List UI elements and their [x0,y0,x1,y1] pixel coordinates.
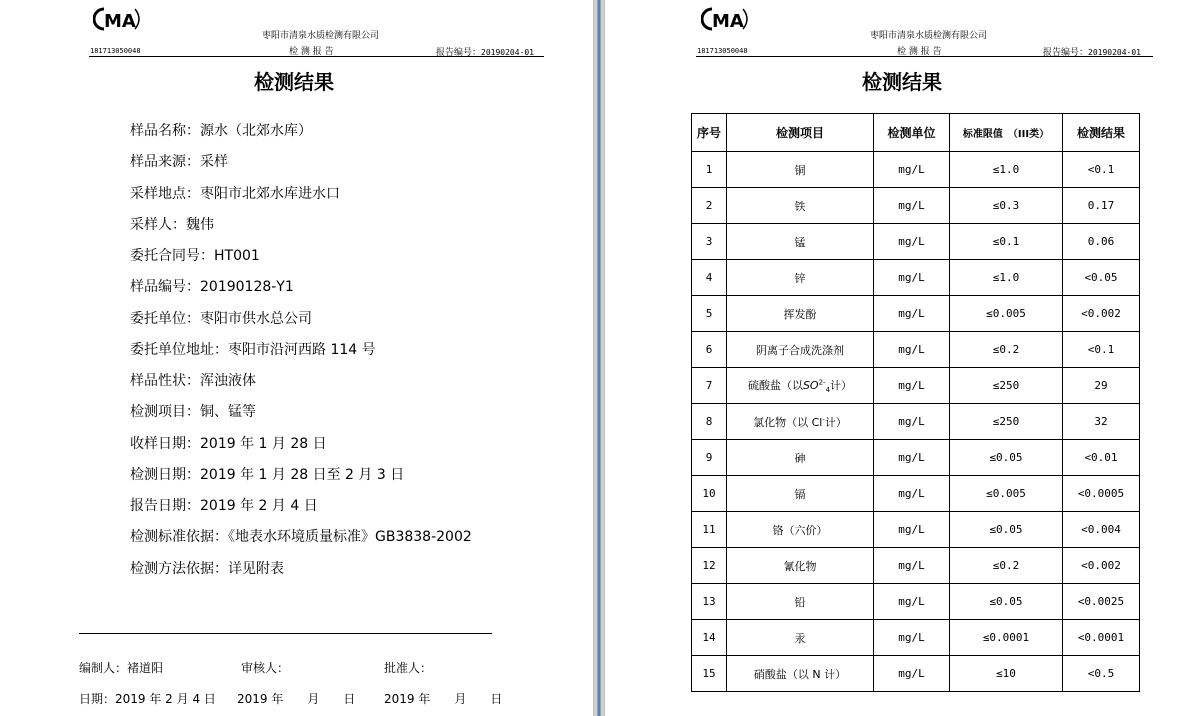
cell-item [727,440,874,476]
item-text: 砷 [794,451,806,465]
cell-item [727,188,874,224]
field-value: 魏伟 [186,216,214,233]
sample-field [130,401,256,421]
field-label: 采样人： [130,216,186,233]
table-row [692,656,1140,692]
cell-item [727,476,874,512]
table-header-row [692,114,1140,152]
serial-number: 181713050048 [90,47,141,55]
cell-item [727,152,874,188]
cell-item [727,224,874,260]
cell-unit: mg/L [874,656,950,692]
item-text: 氯化物（以 Cl [753,415,823,429]
cell-item [727,296,874,332]
field-label: 检测项目： [130,404,200,421]
cell-limit: ≤0.2 [950,332,1063,368]
header-rule [696,56,1153,57]
cell-result: <0.002 [1063,296,1140,332]
sample-field [130,464,404,484]
cell-result: <0.1 [1063,152,1140,188]
column-header: 标准限值 （III类） [950,114,1063,152]
cell-item [727,620,874,656]
table-row [692,296,1140,332]
sample-field [130,276,294,296]
cell-unit: mg/L [874,188,950,224]
field-label: 委托合同号： [130,248,214,264]
sample-field [130,526,472,546]
item-formula: SO [802,378,819,392]
field-label: 收样日期： [130,435,200,452]
table-row [692,188,1140,224]
sample-field [130,339,376,359]
approver-date: 2019 年 月 日 [384,692,503,706]
cell-unit: mg/L [874,368,950,404]
cell-unit: mg/L [874,296,950,332]
cell-result: 0.06 [1063,224,1140,260]
date-label: 日期： [79,692,116,706]
report-number-label: 报告编号： [436,48,482,58]
item-formula-sub: 4 [825,386,831,395]
item-text: 汞 [794,631,806,645]
cell-limit: ≤0.005 [950,296,1063,332]
field-label: 检测方法依据： [130,560,228,577]
approver-label: 批准人： [384,661,433,675]
cell-unit: mg/L [874,152,950,188]
cell-result: <0.004 [1063,512,1140,548]
item-text: 阴离子合成洗涤剂 [756,343,844,357]
cell-limit: ≤0.05 [950,584,1063,620]
item-text: 铁 [794,199,806,213]
cell-unit: mg/L [874,620,950,656]
cell-no: 3 [692,224,727,260]
cell-limit: ≤1.0 [950,152,1063,188]
doc-type: 检 测 报 告 [289,47,334,57]
cell-no: 4 [692,260,727,296]
cell-no: 13 [692,584,727,620]
editor-date-value: 2019 年 2 月 4 日 [115,692,216,706]
cell-result: 0.17 [1063,188,1140,224]
cell-limit: ≤0.3 [950,188,1063,224]
cell-unit: mg/L [874,404,950,440]
cell-limit: ≤250 [950,404,1063,440]
cell-no: 6 [692,332,727,368]
field-value: 采样 [200,154,228,171]
cell-item [727,260,874,296]
page-title: 检测结果 [254,70,334,94]
field-label: 委托单位地址： [130,341,228,358]
report-number-value: 20190204-01 [481,48,534,57]
cell-unit: mg/L [874,224,950,260]
table-row [692,332,1140,368]
item-text: 铬（六价） [772,523,828,537]
cell-unit: mg/L [874,260,950,296]
page-divider [593,0,605,716]
cell-unit: mg/L [874,584,950,620]
cell-limit: ≤250 [950,368,1063,404]
report-page-right [605,0,1202,716]
cell-item [727,404,874,440]
sample-field [130,308,312,328]
field-value: 《地表水环境质量标准》GB3838-2002 [228,529,472,546]
cell-no: 15 [692,656,727,692]
column-header: 检测结果 [1063,114,1140,152]
lab-name: 枣阳市清泉水质检测有限公司 [262,31,380,41]
cma-logo-icon [93,4,149,34]
cell-unit: mg/L [874,548,950,584]
cell-unit: mg/L [874,476,950,512]
field-label: 样品性状： [130,373,200,389]
field-label: 样品编号： [130,279,200,296]
table-row [692,620,1140,656]
cell-item [727,584,874,620]
results-table [691,113,1140,692]
cell-result: <0.01 [1063,440,1140,476]
cell-limit: ≤0.2 [950,548,1063,584]
field-label: 样品名称： [130,123,200,139]
cell-limit: ≤0.1 [950,224,1063,260]
sample-field [130,495,318,515]
sample-field [130,214,214,234]
editor [79,659,163,676]
cell-limit: ≤0.05 [950,440,1063,476]
sample-field [130,120,312,140]
cell-result: 29 [1063,368,1140,404]
item-text: 硝酸盐（以 N 计） [753,667,847,681]
table-title: 检测结果 [862,70,942,94]
item-text: 硫酸盐（以 [747,378,803,392]
cell-no: 10 [692,476,727,512]
table-row [692,368,1140,404]
column-header: 序号 [692,114,727,152]
cell-result: <0.5 [1063,656,1140,692]
item-formula-sup: 2- [818,378,826,387]
field-value: 枣阳市供水总公司 [200,310,312,327]
svg-text:MA: MA [104,11,136,32]
cell-item [727,548,874,584]
table-row [692,404,1140,440]
cell-no: 2 [692,188,727,224]
editor-name: 褚道阳 [127,661,164,675]
field-value: 2019 年 2 月 4 日 [200,498,318,514]
item-text: 锰 [794,235,806,249]
doc-type: 检 测 报 告 [897,47,942,57]
cma-logo-icon [701,4,757,34]
header-rule [89,56,544,57]
cell-no: 7 [692,368,727,404]
field-value: 详见附表 [228,560,284,577]
lab-name: 枣阳市清泉水质检测有限公司 [870,31,988,41]
sample-field [130,151,228,171]
cell-item [727,332,874,368]
field-value: 源水（北郊水库） [200,123,312,139]
cell-result: 32 [1063,404,1140,440]
cell-limit: ≤0.05 [950,512,1063,548]
svg-text:MA: MA [712,11,744,32]
field-value: 铜、锰等 [200,404,256,421]
field-label: 委托单位： [130,310,200,327]
reviewer-label: 审核人： [241,661,290,675]
field-value: 浑浊液体 [200,373,256,389]
cell-no: 9 [692,440,727,476]
table-row [692,476,1140,512]
editor-date [79,690,216,707]
cell-item [727,368,874,404]
field-label: 报告日期： [130,498,200,514]
cell-limit: ≤0.005 [950,476,1063,512]
cell-unit: mg/L [874,440,950,476]
item-text: 氰化物 [783,559,817,573]
column-header: 检测项目 [727,114,874,152]
sample-field [130,558,284,578]
item-text: 铜 [794,163,806,177]
field-label: 采样地点： [130,185,200,202]
cell-limit: ≤1.0 [950,260,1063,296]
cell-result: <0.05 [1063,260,1140,296]
table-row [692,224,1140,260]
table-row [692,260,1140,296]
cell-result: <0.0025 [1063,584,1140,620]
field-value: 枣阳市北郊水库进水口 [200,185,340,202]
cell-no: 14 [692,620,727,656]
cell-result: <0.0001 [1063,620,1140,656]
sample-field [130,183,340,203]
field-label: 检测日期： [130,466,200,483]
cell-result: <0.002 [1063,548,1140,584]
table-row [692,512,1140,548]
report-number-label: 报告编号： [1043,48,1089,58]
cell-no: 8 [692,404,727,440]
sample-field [130,433,327,453]
cell-item [727,512,874,548]
serial-number: 181713050048 [697,47,748,55]
field-label: 样品来源： [130,154,200,171]
item-formula-sup: - [822,414,825,423]
editor-label: 编制人： [79,661,128,675]
cell-result: <0.0005 [1063,476,1140,512]
table-row [692,152,1140,188]
cell-no: 5 [692,296,727,332]
sample-field [130,245,260,265]
item-suffix: 计） [824,415,847,429]
report-page-left [0,0,593,716]
item-suffix: 计） [830,378,853,392]
item-text: 铅 [794,595,806,609]
cell-unit: mg/L [874,512,950,548]
cell-item [727,656,874,692]
sample-field [130,370,256,390]
field-value: 20190128-Y1 [200,279,294,296]
cell-no: 11 [692,512,727,548]
item-text: 锌 [794,271,806,285]
field-value: HT001 [214,248,260,264]
column-header: 检测单位 [874,114,950,152]
table-body [692,152,1140,692]
item-text: 镉 [794,487,806,501]
field-value: 2019 年 1 月 28 日 [200,435,327,452]
cell-limit: ≤0.0001 [950,620,1063,656]
table-row [692,584,1140,620]
field-value: 枣阳市沿河西路 114 号 [228,341,376,358]
cell-result: <0.1 [1063,332,1140,368]
item-text: 挥发酚 [783,307,817,321]
table-row [692,440,1140,476]
cell-limit: ≤10 [950,656,1063,692]
cell-no: 12 [692,548,727,584]
table-row [692,548,1140,584]
report-number-value: 20190204-01 [1088,48,1141,57]
field-label: 检测标准依据： [130,529,228,546]
field-value: 2019 年 1 月 28 日至 2 月 3 日 [200,466,405,483]
reviewer-date: 2019 年 月 日 [237,692,356,706]
signature-rule [79,633,492,634]
cell-no: 1 [692,152,727,188]
cell-unit: mg/L [874,332,950,368]
